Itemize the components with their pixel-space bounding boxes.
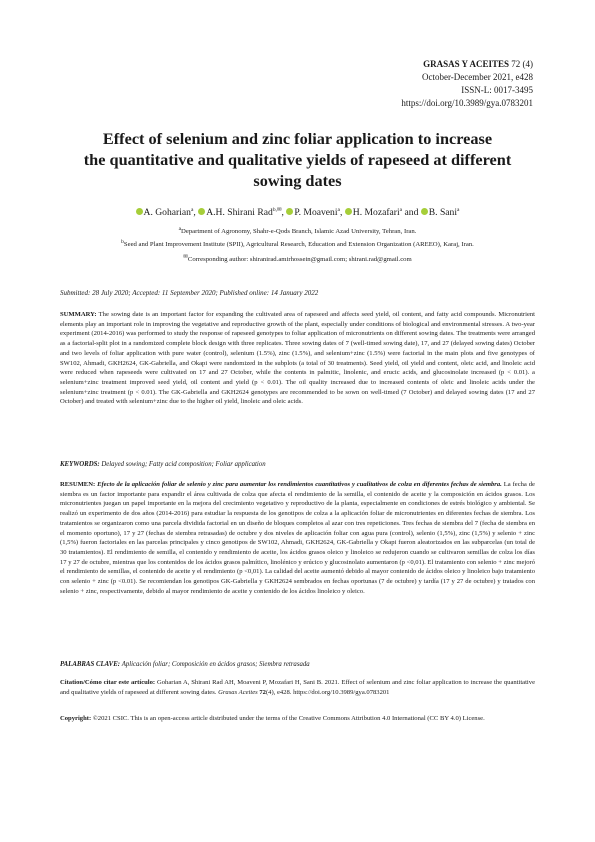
summary-section [60,310,535,407]
keywords-label: KEYWORDS: [60,461,100,468]
palabras-text: Aplicación foliar; Composición en ácidos grasos; Siembra retrasada [121,661,310,668]
resumen-title: Efecto de la aplicación foliar de selenio y zinc para aumentar los rendimientos cuantitativos y cualitativos de colza en diferentes fechas de siembra. [97,481,502,488]
title-line: Effect of selenium and zinc foliar application to increase [102,129,493,148]
author[interactable]: A. Goharian$^a$ [136,207,194,218]
resumen-section [60,480,535,596]
title-line: sowing dates [253,171,342,190]
resumen-text: La fecha de siembra es un factor importante para expandir el área cultivada de colza que afecta el rendimiento de la semilla, el contenido de aceite y la composición en ácidos grasos. Los micronutrientes juegan un papel importante en la mejora del crecimiento vegetativo y reproductivo de la planta, especialmente en condiciones de estrés biológico y ambiental. Se realizó un experimento de dos años (2014-2016) para estudiar la respuesta de los genotipos de colza a la aplicación foliar de micronutrientes en diferentes fechas de siembra. Los tratamientos se organizaron como una parcela dividida factorial en un diseño de bloques completos al azar con tres repeticiones. Tres fechas de siembra del 7 (fecha de siembra en el momento oportuno), 17 y 27 (fechas de siembra retrasadas) de octubre y dos niveles de aplicación foliar con agua pura (control), selenio (1,5%), zinc (1,5%) y selenio + zinc (1,5%) fueron factoriales en las parcelas principales y cinco genotipos de SW102, Ahmadi, GKH2624, GK-Gabriella y Okapi fueron aleatorizados en las subparcelas (un total de 30 tratamientos). El rendimiento de semilla, el contenido y rendimiento de aceite, los ácidos grasos oleico y linoleico se redujeron cuando se cultivaron semillas de colza los días 17 y 27 de octubre, mientras que los contenidos de los ácidos grasos palmítico, linolénico y erúcico y glucosinolato aumentaron (p <0,01). El tratamiento con selenio + zinc mejoró el rendimiento de semillas, el contenido de aceite y el rendimiento (p <0,01). La calidad del aceite aumentó debido al mayor contenido de ácidos oleico y linoleico bajo tratamiento con selenio + zinc (p <0.01). Se recomiendan los genotipos GK-Gabriella y GKH2624 sembrados en fechas oportunas (7 de octubre) y tardía (17 y 27 de octubre) y tratados con selenio + zinc, respectivamente, debido al mayor rendimiento de aceite y contenido de los ácidos linoleico y oleico. [60,481,535,595]
citation-volume: 72 [259,688,266,696]
journal-doi[interactable]: https://doi.org/10.3989/gya.0783201 [401,98,533,108]
journal-issue-date: October-December 2021, e428 [421,72,533,82]
journal-name: GRASAS Y ACEITES [423,59,509,69]
citation-section [60,678,535,697]
orcid-icon[interactable] [198,208,205,215]
journal-volume: 72 (4) [511,59,533,69]
corresponding-author: ✉Corresponding author: shiranirad.amirhossein@gmail.com; shirani.rad@gmail.com [183,254,412,264]
title-line: the quantitative and qualitative yields of rapeseed at different [83,150,512,169]
author-list: A. Goharian$^a$, A.H. Shirani Rad$^{b,✉}$, P. Moaveni$^a$, H. Mozafari$^a$ and B. Sani$^a$ [60,207,535,218]
citation-journal: Grasas Aceites [218,688,258,696]
summary-label: SUMMARY: [60,311,97,318]
copyright-section [60,714,535,724]
author[interactable]: A.H. Shirani Rad$^{b,✉}$ [198,207,281,218]
summary-text: The sowing date is an important factor for expanding the cultivated area of rapeseed and affects seed yield, oil content, and fatty acid compounds. Micronutrient elements play an important role in improving the vegetative and reproductive growth of the plant, especially under conditions of biological and environmental stresses. A two-year experiment (2014-2016) was performed to study the response of rapeseed genotypes to foliar application of micronutrients on different sowing dates. The treatments were arranged as a factorial-split plot in a randomized complete block design with three replicates. Three sowing dates of 7 (well-timed sowing date), 17, and 27 (delayed sowing dates) October and two levels of foliar application with pure water (control), selenium (1.5%), zinc (1.5%), and selenium+zinc (1.5%) were factorial in the main plots and five genotypes of SW102, Ahmadi, GKH2624, GK-Gabriella, and Okapi were randomized in the subplots (a total of 30 treatments). Seed yield, oil yield and content, oleic acid, and linoleic acid were reduced when rapeseeds were cultivated on 17 and 27 October, while the contents in palmitic, linolenic, and erucic acids, and glucosinolate increased (p < 0.01). a selenium+zinc treatment improved seed yield, oil content and yield (p < 0.01). The oil quality increased due to increased contents of oleic and linoleic acids under the selenium+zinc treatment (p < 0.01). The GK-Gabriella and GKH2624 genotypes are recommended to be sown on well-timed (7 October) and delayed sowing dates (17 and 27 October) and treated with selenium+zinc due to the higher oil yield, linoleic and oleic acids. [60,311,536,406]
keywords-section [60,461,266,468]
author[interactable]: H. Mozafari$^a$ [345,207,402,218]
citation-label: Citation/Cómo citar este artículo: [60,679,156,686]
copyright-text: ©2021 CSIC. This is an open-access article distributed under the terms of the Creative Commons Attribution 4.0 International (CC BY 4.0) License. [92,715,485,722]
affiliation-a: $^a$Department of Agronomy, Shahr-e-Qods Branch, Islamic Azad University, Tehran, Iran. [178,226,417,236]
orcid-icon[interactable] [136,208,143,215]
palabras-clave-section [60,661,310,668]
journal-header [401,58,533,110]
citation-text: Goharian A, Shirani Rad AH, Moaveni P, Mozafari H, Sani B. 2021. Effect of selenium and zinc foliar application to increase the quantitative and qualitative yields of rapeseed at different sowing dates. [60,679,535,696]
submission-dates: Submitted: 28 July 2020; Accepted: 11 September 2020; Published online: 14 January 2022 [60,289,319,297]
citation-rest[interactable]: (4), e428. https://doi.org/10.3989/gya.0783201 [265,688,390,696]
resumen-label: RESUMEN: [60,481,96,488]
orcid-icon[interactable] [421,208,428,215]
journal-issn: ISSN-L: 0017-3495 [461,85,533,95]
author[interactable]: B. Sani$^a$ [421,207,460,218]
orcid-icon[interactable] [286,208,293,215]
journal-name-line [401,58,533,71]
palabras-label: PALABRAS CLAVE: [60,661,120,668]
orcid-icon[interactable] [345,208,352,215]
copyright-label: Copyright: [60,715,92,722]
affiliation-b: $^b$Seed and Plant Improvement Institute (SPII), Agricultural Research, Education and Extension Organization (AREEO), Karaj, Iran. ✉Corresponding author: shiranirad.amirhossein@gmail.com; shirani.rad@gmail.com [60,236,535,266]
keywords-text: Delayed sowing; Fatty acid composition; Foliar application [101,461,266,468]
article-title [60,128,535,191]
author[interactable]: P. Moaveni$^a$ [286,207,340,218]
